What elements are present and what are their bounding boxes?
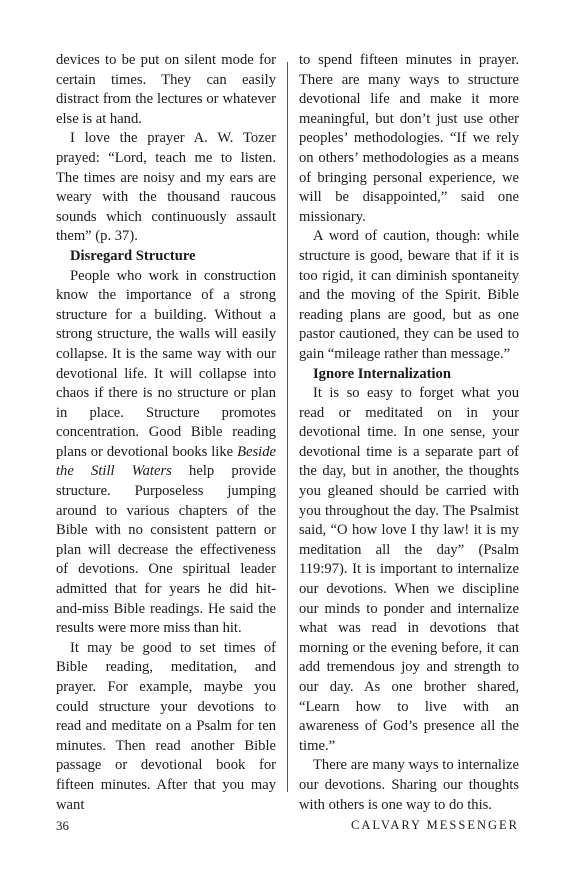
paragraph: A word of caution, though: while structure is good, beware that if it is too rigid, it can diminish spontaneity and the moving of the Spirit. Bible reading plans are good, but as one pastor cautioned, they can be used to gain “mileage rather than message.” — [299, 228, 519, 362]
section-heading: Disregard Structure — [70, 247, 196, 264]
book-title: Beside the Still Waters — [56, 443, 276, 480]
paragraph: devices to be put on silent mode for certain times. They can easily distract from the lectures or whatever else is at hand. — [56, 52, 276, 127]
running-title: CALVARY MESSENGER — [351, 818, 519, 832]
left-column — [56, 51, 276, 815]
paragraph: It is so easy to forget what you read or meditated on in your devotional time. In one sense, your devotional time is a separate part of the day, but in another, the thoughts you gleaned should be carried with you throughout the day. The Psalmist said, “O how love I thy law! it is my meditation all the day” (Psalm 119:97). It is important to internalize our devotions. When we discipline our minds to ponder and internalize what was read in devotions that morning or the evening before, it can add tremendous joy and strength to our day. As one brother shared, “Learn how to live with an awareness of God’s presence all the time.” — [299, 385, 519, 754]
paragraph: There are many ways to internalize our devotions. Sharing our thoughts with others is one way to do this. — [299, 757, 519, 813]
paragraph: to spend fifteen minutes in prayer. There are many ways to structure devotional life and make it more meaningful, but don’t just use other peoples’ methodologies. “If we rely on others’ methodologies as a means of bringing personal experience, we will be disappointed,” said one missionary. — [299, 52, 519, 225]
paragraph — [56, 267, 276, 639]
column-divider — [287, 62, 288, 792]
page-number: 36 — [56, 818, 69, 833]
section-heading: Ignore Internalization — [313, 365, 451, 382]
paragraph-text: People who work in construction know the importance of a strong structure for a building. Without a strong structure, the walls will easily collapse. It is the same way with our devotional life. It will collapse into chaos if there is no structure or plan in place. Structure promotes concentration. Good Bible reading plans or devotional books like — [56, 267, 276, 460]
paragraph: I love the prayer A. W. Tozer prayed: “Lord, teach me to listen. The times are noisy and my ears are weary with the thousand raucous sounds which continuously assault them” (p. 37). — [56, 130, 276, 245]
paragraph-text: help provide structure. Purposeless jumping around to various chapters of the Bible with no consistent pattern or plan will decrease the effectiveness of devotions. One spiritual leader admitted that for years he did hit-and-miss Bible readings. He said the results were more miss than hit. — [56, 463, 276, 637]
paragraph: It may be good to set times of Bible reading, meditation, and prayer. For example, maybe you could structure your devotions to read and meditate on a Psalm for ten minutes. Then read another Bible passage or devotional book for fifteen minutes. After that you may want — [56, 639, 276, 813]
right-column — [299, 51, 519, 815]
